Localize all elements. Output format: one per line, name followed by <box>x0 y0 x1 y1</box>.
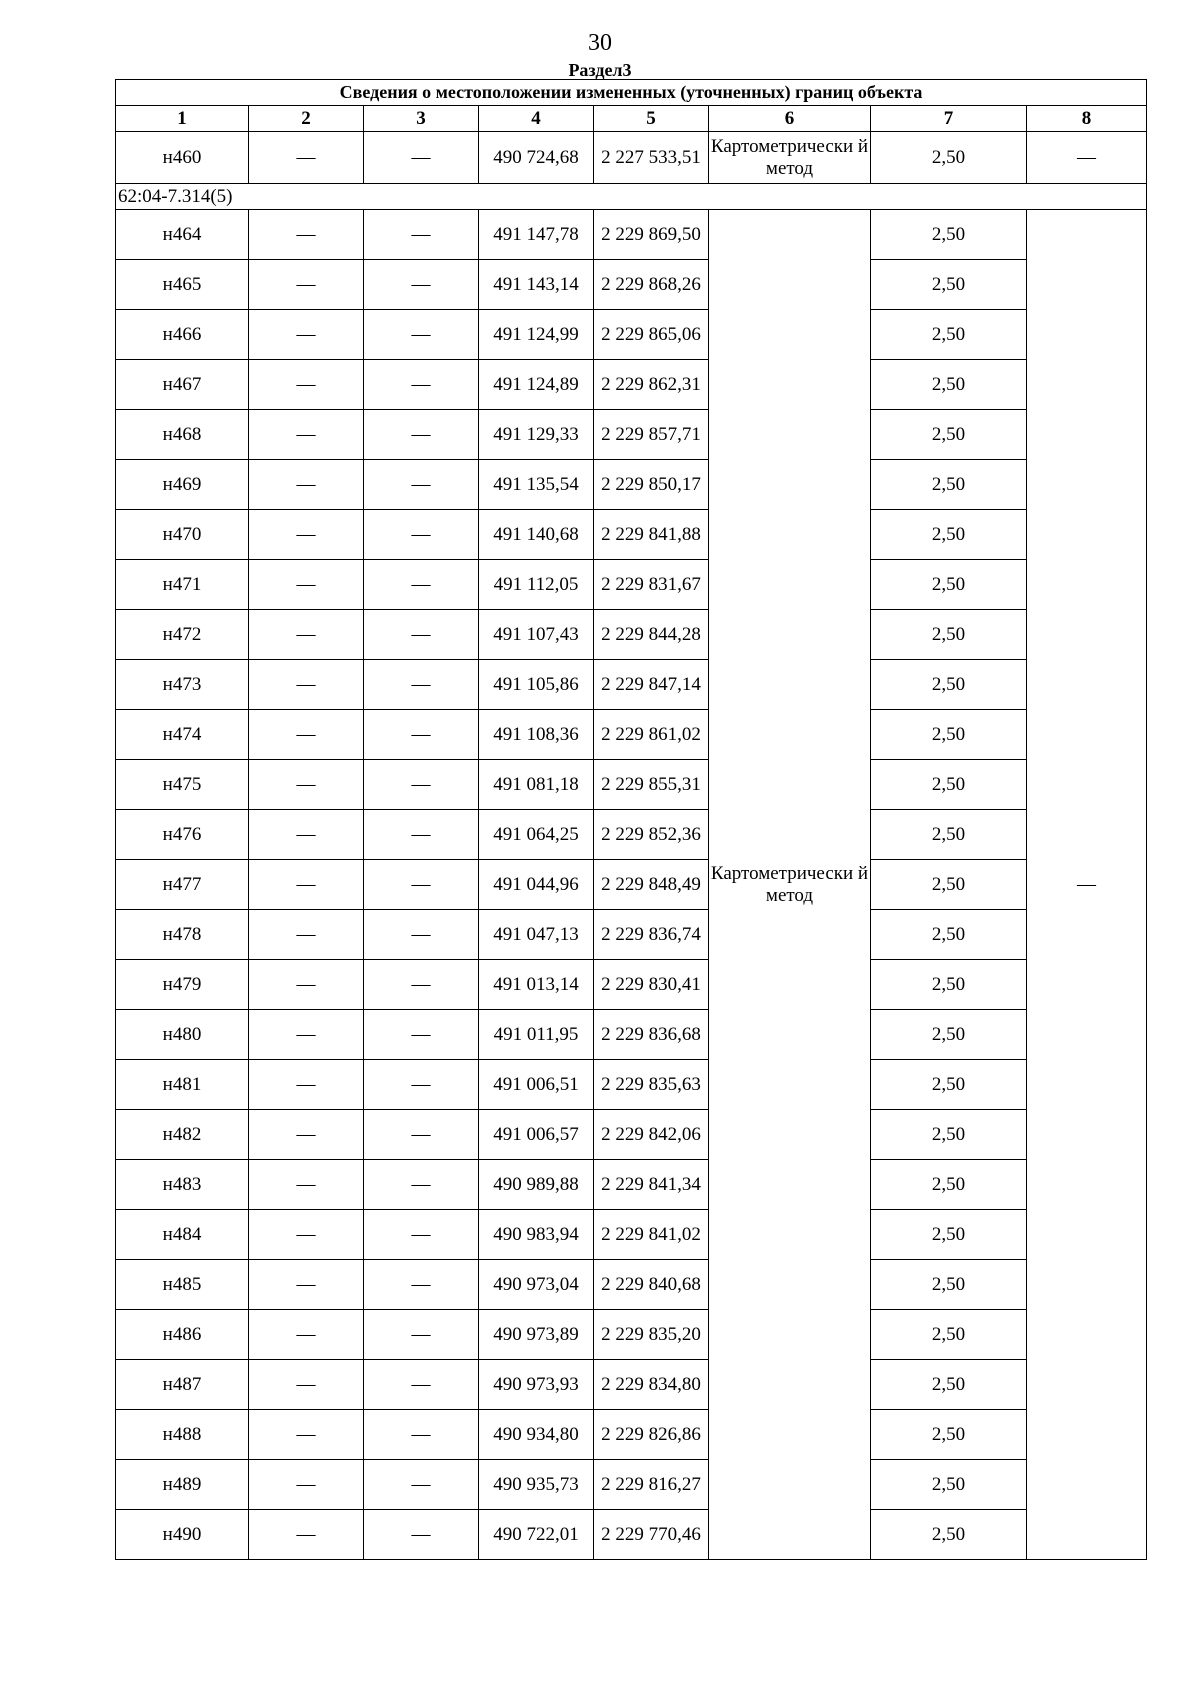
y-coordinate-cell: 2 229 840,68 <box>594 1260 709 1310</box>
x-coordinate-cell: 490 989,88 <box>479 1160 594 1210</box>
dash-cell: — <box>249 660 364 710</box>
y-coordinate-cell: 2 229 836,74 <box>594 910 709 960</box>
error-cell: 2,50 <box>871 910 1027 960</box>
x-coordinate-cell: 491 105,86 <box>479 660 594 710</box>
x-coordinate-cell: 491 140,68 <box>479 510 594 560</box>
dash-cell: — <box>249 310 364 360</box>
y-coordinate-cell: 2 229 830,41 <box>594 960 709 1010</box>
table-row <box>116 310 1147 360</box>
table-caption: Сведения о местоположении измененных (уточненных) границ объекта <box>116 80 1147 106</box>
group-dash-cell: — <box>1027 210 1147 1560</box>
table-row <box>116 810 1147 860</box>
dash-cell: — <box>364 260 479 310</box>
y-coordinate-cell: 2 229 868,26 <box>594 260 709 310</box>
point-name-cell: н485 <box>116 1260 249 1310</box>
dash-cell: — <box>249 1060 364 1110</box>
error-cell: 2,50 <box>871 360 1027 410</box>
dash-cell: — <box>364 310 479 360</box>
y-coordinate-cell: 2 229 861,02 <box>594 710 709 760</box>
table-row <box>116 1110 1147 1160</box>
error-cell: 2,50 <box>871 710 1027 760</box>
group-method-cell: Картометрически й метод <box>709 210 871 1560</box>
y-coordinate-cell: 2 229 834,80 <box>594 1360 709 1410</box>
error-cell: 2,50 <box>871 760 1027 810</box>
dash-cell: — <box>249 760 364 810</box>
column-number: 1 <box>116 106 249 132</box>
table-row <box>116 132 1147 184</box>
dash-cell: — <box>249 1460 364 1510</box>
table-row <box>116 210 1147 260</box>
table-row <box>116 610 1147 660</box>
column-number: 7 <box>871 106 1027 132</box>
point-name-cell: н473 <box>116 660 249 710</box>
x-coordinate-cell: 491 044,96 <box>479 860 594 910</box>
y-coordinate-cell: 2 229 841,88 <box>594 510 709 560</box>
point-name-cell: н467 <box>116 360 249 410</box>
dash-cell: — <box>249 910 364 960</box>
dash-cell: — <box>364 1110 479 1160</box>
x-coordinate-cell: 491 006,51 <box>479 1060 594 1110</box>
table-row <box>116 1260 1147 1310</box>
dash-cell: — <box>249 360 364 410</box>
column-number: 5 <box>594 106 709 132</box>
y-coordinate-cell: 2 229 855,31 <box>594 760 709 810</box>
column-number: 2 <box>249 106 364 132</box>
x-coordinate-cell: 491 147,78 <box>479 210 594 260</box>
table-row <box>116 1310 1147 1360</box>
error-cell: 2,50 <box>871 960 1027 1010</box>
x-coordinate-cell: 491 124,99 <box>479 310 594 360</box>
dash-cell: — <box>249 510 364 560</box>
dash-cell: — <box>364 760 479 810</box>
point-name-cell: н478 <box>116 910 249 960</box>
dash-cell: — <box>249 560 364 610</box>
x-coordinate-cell: 490 973,04 <box>479 1260 594 1310</box>
x-coordinate-cell: 491 112,05 <box>479 560 594 610</box>
dash-cell: — <box>364 1160 479 1210</box>
point-name-cell: н474 <box>116 710 249 760</box>
table-row <box>116 760 1147 810</box>
column-number: 3 <box>364 106 479 132</box>
dash-cell: — <box>364 860 479 910</box>
x-coordinate-cell: 490 724,68 <box>479 132 594 184</box>
table-row <box>116 910 1147 960</box>
y-coordinate-cell: 2 229 850,17 <box>594 460 709 510</box>
dash-cell: — <box>1027 132 1147 184</box>
error-cell: 2,50 <box>871 810 1027 860</box>
table-row <box>116 710 1147 760</box>
x-coordinate-cell: 491 047,13 <box>479 910 594 960</box>
point-name-cell: н469 <box>116 460 249 510</box>
point-name-cell: н484 <box>116 1210 249 1260</box>
dash-cell: — <box>249 1110 364 1160</box>
column-number: 4 <box>479 106 594 132</box>
dash-cell: — <box>364 360 479 410</box>
dash-cell: — <box>249 410 364 460</box>
dash-cell: — <box>364 1410 479 1460</box>
y-coordinate-cell: 2 227 533,51 <box>594 132 709 184</box>
table-row <box>116 410 1147 460</box>
table-row <box>116 1360 1147 1410</box>
error-cell: 2,50 <box>871 1460 1027 1510</box>
x-coordinate-cell: 490 973,93 <box>479 1360 594 1410</box>
error-cell: 2,50 <box>871 860 1027 910</box>
dash-cell: — <box>249 710 364 760</box>
table-row <box>116 660 1147 710</box>
table-row <box>116 1060 1147 1110</box>
coordinates-table <box>115 79 1147 1560</box>
table-row <box>116 960 1147 1010</box>
point-name-cell: н490 <box>116 1510 249 1560</box>
point-name-cell: н481 <box>116 1060 249 1110</box>
error-cell: 2,50 <box>871 1010 1027 1060</box>
dash-cell: — <box>249 960 364 1010</box>
y-coordinate-cell: 2 229 865,06 <box>594 310 709 360</box>
x-coordinate-cell: 491 064,25 <box>479 810 594 860</box>
y-coordinate-cell: 2 229 770,46 <box>594 1510 709 1560</box>
column-numbers-row <box>116 106 1147 132</box>
error-cell: 2,50 <box>871 210 1027 260</box>
dash-cell: — <box>364 460 479 510</box>
error-cell: 2,50 <box>871 1360 1027 1410</box>
y-coordinate-cell: 2 229 816,27 <box>594 1460 709 1510</box>
column-number: 8 <box>1027 106 1147 132</box>
dash-cell: — <box>364 660 479 710</box>
y-coordinate-cell: 2 229 847,14 <box>594 660 709 710</box>
error-cell: 2,50 <box>871 1110 1027 1160</box>
x-coordinate-cell: 491 081,18 <box>479 760 594 810</box>
page-number: 30 <box>588 30 612 56</box>
dash-cell: — <box>249 260 364 310</box>
error-cell: 2,50 <box>871 260 1027 310</box>
error-cell: 2,50 <box>871 1210 1027 1260</box>
x-coordinate-cell: 491 107,43 <box>479 610 594 660</box>
point-name-cell: н477 <box>116 860 249 910</box>
point-name-cell: н471 <box>116 560 249 610</box>
dash-cell: — <box>249 460 364 510</box>
x-coordinate-cell: 491 129,33 <box>479 410 594 460</box>
y-coordinate-cell: 2 229 844,28 <box>594 610 709 660</box>
point-name-cell: н465 <box>116 260 249 310</box>
table-row <box>116 1210 1147 1260</box>
table-row <box>116 560 1147 610</box>
error-cell: 2,50 <box>871 132 1027 184</box>
group-label-row <box>116 184 1147 210</box>
error-cell: 2,50 <box>871 610 1027 660</box>
x-coordinate-cell: 491 124,89 <box>479 360 594 410</box>
error-cell: 2,50 <box>871 410 1027 460</box>
error-cell: 2,50 <box>871 660 1027 710</box>
y-coordinate-cell: 2 229 835,63 <box>594 1060 709 1110</box>
point-name-cell: н460 <box>116 132 249 184</box>
table-row <box>116 1410 1147 1460</box>
dash-cell: — <box>249 610 364 660</box>
error-cell: 2,50 <box>871 1410 1027 1460</box>
dash-cell: — <box>364 510 479 560</box>
point-name-cell: н472 <box>116 610 249 660</box>
x-coordinate-cell: 491 108,36 <box>479 710 594 760</box>
table-row <box>116 460 1147 510</box>
x-coordinate-cell: 490 973,89 <box>479 1310 594 1360</box>
dash-cell: — <box>364 1010 479 1060</box>
dash-cell: — <box>364 1210 479 1260</box>
error-cell: 2,50 <box>871 560 1027 610</box>
x-coordinate-cell: 491 011,95 <box>479 1010 594 1060</box>
group-label: 62:04-7.314(5) <box>116 184 1147 210</box>
point-name-cell: н482 <box>116 1110 249 1160</box>
y-coordinate-cell: 2 229 841,34 <box>594 1160 709 1210</box>
x-coordinate-cell: 490 935,73 <box>479 1460 594 1510</box>
error-cell: 2,50 <box>871 460 1027 510</box>
point-name-cell: н479 <box>116 960 249 1010</box>
table-row <box>116 1010 1147 1060</box>
point-name-cell: н476 <box>116 810 249 860</box>
y-coordinate-cell: 2 229 842,06 <box>594 1110 709 1160</box>
dash-cell: — <box>364 810 479 860</box>
dash-cell: — <box>249 1510 364 1560</box>
dash-cell: — <box>364 710 479 760</box>
y-coordinate-cell: 2 229 852,36 <box>594 810 709 860</box>
dash-cell: — <box>364 1460 479 1510</box>
dash-cell: — <box>364 560 479 610</box>
x-coordinate-cell: 491 006,57 <box>479 1110 594 1160</box>
table-row <box>116 510 1147 560</box>
table-row <box>116 260 1147 310</box>
dash-cell: — <box>249 810 364 860</box>
point-name-cell: н483 <box>116 1160 249 1210</box>
table-caption-row <box>116 80 1147 106</box>
section-title: Раздел3 <box>568 60 632 80</box>
y-coordinate-cell: 2 229 835,20 <box>594 1310 709 1360</box>
x-coordinate-cell: 490 934,80 <box>479 1410 594 1460</box>
dash-cell: — <box>249 210 364 260</box>
y-coordinate-cell: 2 229 862,31 <box>594 360 709 410</box>
point-name-cell: н486 <box>116 1310 249 1360</box>
y-coordinate-cell: 2 229 869,50 <box>594 210 709 260</box>
point-name-cell: н475 <box>116 760 249 810</box>
y-coordinate-cell: 2 229 857,71 <box>594 410 709 460</box>
dash-cell: — <box>249 1360 364 1410</box>
dash-cell: — <box>249 1210 364 1260</box>
x-coordinate-cell: 491 135,54 <box>479 460 594 510</box>
dash-cell: — <box>364 610 479 660</box>
y-coordinate-cell: 2 229 848,49 <box>594 860 709 910</box>
point-name-cell: н466 <box>116 310 249 360</box>
error-cell: 2,50 <box>871 510 1027 560</box>
dash-cell: — <box>249 860 364 910</box>
error-cell: 2,50 <box>871 1510 1027 1560</box>
column-number: 6 <box>709 106 871 132</box>
dash-cell: — <box>249 1310 364 1360</box>
dash-cell: — <box>249 1410 364 1460</box>
dash-cell: — <box>364 1060 479 1110</box>
point-name-cell: н464 <box>116 210 249 260</box>
table-row <box>116 360 1147 410</box>
error-cell: 2,50 <box>871 1310 1027 1360</box>
dash-cell: — <box>364 132 479 184</box>
dash-cell: — <box>364 1510 479 1560</box>
y-coordinate-cell: 2 229 836,68 <box>594 1010 709 1060</box>
point-name-cell: н487 <box>116 1360 249 1410</box>
dash-cell: — <box>364 1310 479 1360</box>
table-row <box>116 860 1147 910</box>
y-coordinate-cell: 2 229 831,67 <box>594 560 709 610</box>
dash-cell: — <box>364 410 479 460</box>
x-coordinate-cell: 490 722,01 <box>479 1510 594 1560</box>
point-name-cell: н470 <box>116 510 249 560</box>
error-cell: 2,50 <box>871 1060 1027 1110</box>
point-name-cell: н488 <box>116 1410 249 1460</box>
dash-cell: — <box>249 1260 364 1310</box>
dash-cell: — <box>364 910 479 960</box>
y-coordinate-cell: 2 229 826,86 <box>594 1410 709 1460</box>
y-coordinate-cell: 2 229 841,02 <box>594 1210 709 1260</box>
error-cell: 2,50 <box>871 1160 1027 1210</box>
point-name-cell: н480 <box>116 1010 249 1060</box>
x-coordinate-cell: 491 143,14 <box>479 260 594 310</box>
point-name-cell: н468 <box>116 410 249 460</box>
table-row <box>116 1510 1147 1560</box>
dash-cell: — <box>364 210 479 260</box>
x-coordinate-cell: 490 983,94 <box>479 1210 594 1260</box>
dash-cell: — <box>364 1260 479 1310</box>
dash-cell: — <box>364 1360 479 1410</box>
point-name-cell: н489 <box>116 1460 249 1510</box>
dash-cell: — <box>364 960 479 1010</box>
dash-cell: — <box>249 132 364 184</box>
table-row <box>116 1160 1147 1210</box>
method-cell: Картометрически й метод <box>709 132 871 184</box>
table-row <box>116 1460 1147 1510</box>
dash-cell: — <box>249 1160 364 1210</box>
error-cell: 2,50 <box>871 310 1027 360</box>
error-cell: 2,50 <box>871 1260 1027 1310</box>
x-coordinate-cell: 491 013,14 <box>479 960 594 1010</box>
dash-cell: — <box>249 1010 364 1060</box>
